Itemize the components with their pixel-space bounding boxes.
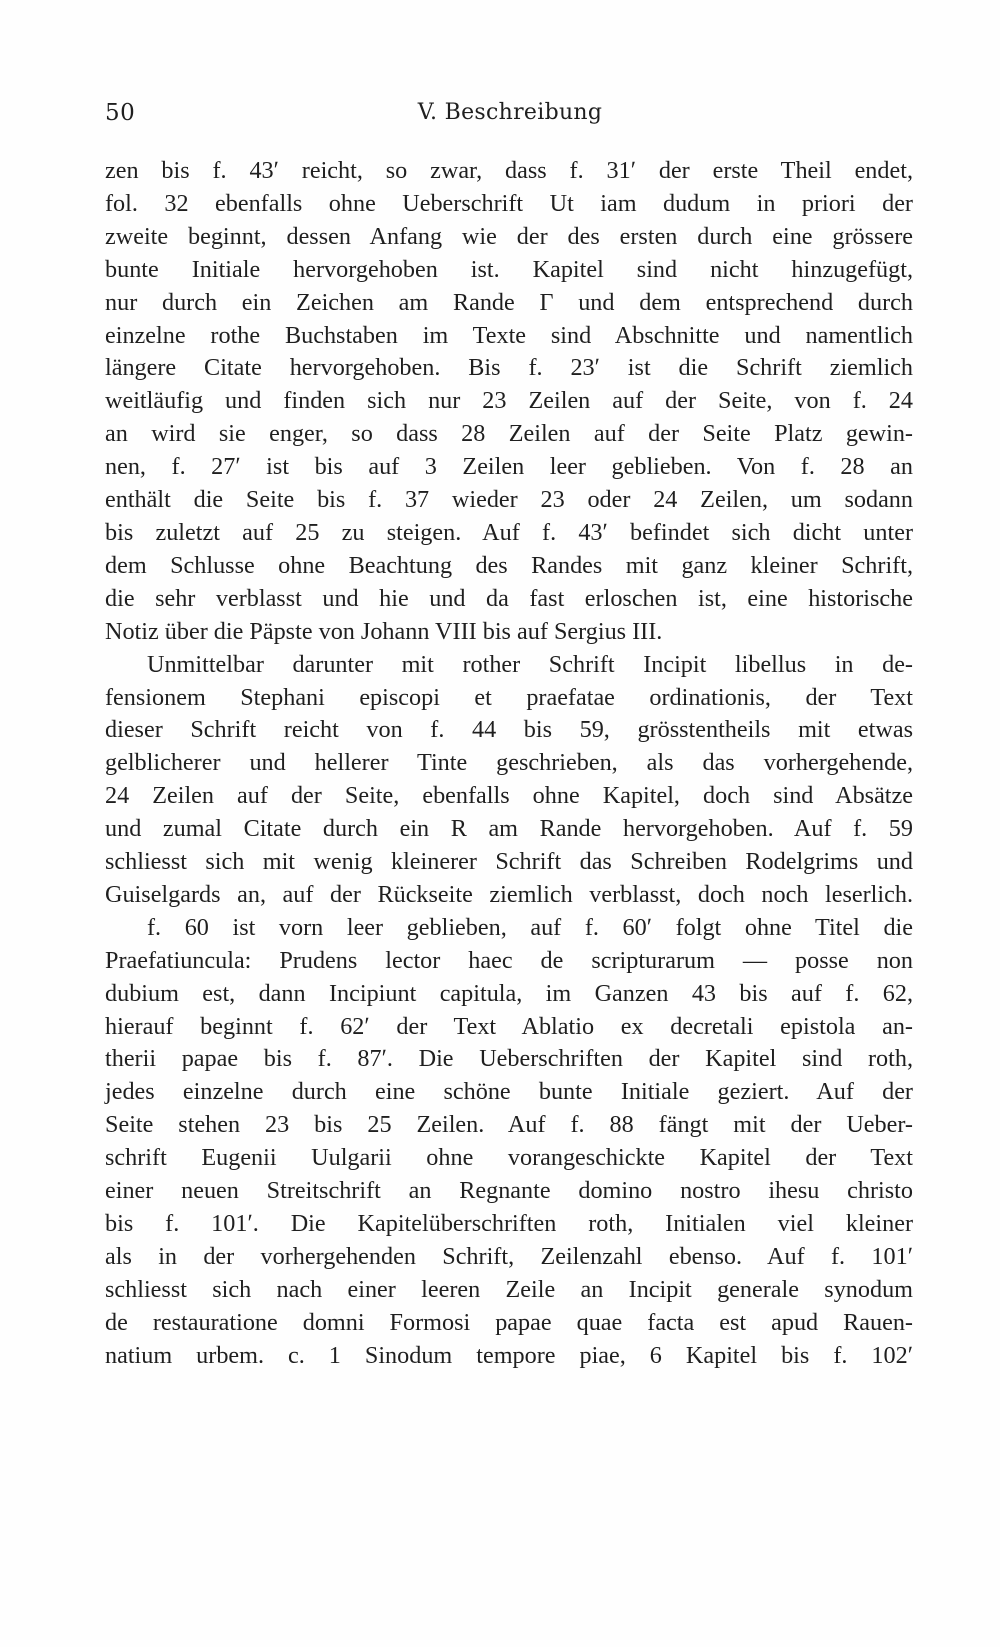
text-line: weitläufig und finden sich nur 23 Zeilen auf der Seite, von f. 24	[105, 387, 913, 415]
text-line: Seite stehen 23 bis 25 Zeilen. Auf f. 88 fängt mit der Ueber-	[105, 1111, 913, 1139]
text-line: bis f. 101ʹ. Die Kapitelüberschriften roth, Initialen viel kleiner	[105, 1210, 913, 1237]
text-line: fensionem Stephani episcopi et praefatae ordinationis, der Text	[105, 683, 913, 711]
text-line: schliesst sich nach einer leeren Zeile an Incipit generale synodum	[105, 1275, 913, 1303]
text-line: therii papae bis f. 87ʹ. Die Ueberschriften der Kapitel sind roth,	[105, 1045, 913, 1073]
text-line: natium urbem. c. 1 Sinodum tempore piae, 6 Kapitel bis f. 102ʹ	[105, 1341, 913, 1369]
text-line: Praefatiuncula: Prudens lector haec de scripturarum — posse non	[105, 946, 913, 974]
page-number: 50	[105, 100, 136, 126]
text-line: dieser Schrift reicht von f. 44 bis 59, grösstentheils mit etwas	[105, 716, 913, 744]
text-line: bis zuletzt auf 25 zu steigen. Auf f. 43ʹ befindet sich dicht unter	[105, 518, 913, 546]
text-line: jedes einzelne durch eine schöne bunte Initiale geziert. Auf der	[105, 1078, 913, 1106]
text-line: Unmittelbar darunter mit rother Schrift Incipit libellus in de-	[147, 650, 913, 678]
text-line: de restauratione domni Formosi papae quae facta est apud Rauen-	[105, 1308, 913, 1336]
text-line: zen bis f. 43ʹ reicht, so zwar, dass f. 31ʹ der erste Theil endet,	[105, 157, 913, 184]
text-line: nur durch ein Zeichen am Rande Γ und dem entsprechend durch	[105, 288, 913, 316]
text-line: einer neuen Streitschrift an Regnante domino nostro ihesu christo	[105, 1177, 913, 1205]
text-line: 24 Zeilen auf der Seite, ebenfalls ohne Kapitel, doch sind Absätze	[105, 782, 913, 810]
text-line: schliesst sich mit wenig kleinerer Schrift das Schreiben Rodelgrims und	[105, 848, 913, 876]
text-line: fol. 32 ebenfalls ohne Ueberschrift Ut iam dudum in priori der	[105, 189, 913, 217]
text-line: nen, f. 27ʹ ist bis auf 3 Zeilen leer geblieben. Von f. 28 an	[105, 453, 913, 481]
text-line: schrift Eugenii Uulgarii ohne vorangeschickte Kapitel der Text	[105, 1144, 913, 1172]
text-line: zweite beginnt, dessen Anfang wie der des ersten durch eine grössere	[105, 222, 913, 250]
text-line: dubium est, dann Incipiunt capitula, im Ganzen 43 bis auf f. 62,	[105, 979, 913, 1007]
text-line: die sehr verblasst und hie und da fast erloschen ist, eine historische	[105, 584, 913, 612]
text-line: Notiz über die Päpste von Johann VIII bis auf Sergius III.	[105, 617, 663, 645]
body-text	[105, 155, 913, 1373]
text-line: dem Schlusse ohne Beachtung des Randes mit ganz kleiner Schrift,	[105, 551, 913, 579]
text-line: an wird sie enger, so dass 28 Zeilen auf der Seite Platz gewin-	[105, 420, 913, 448]
text-line: enthält die Seite bis f. 37 wieder 23 oder 24 Zeilen, um sodann	[105, 486, 913, 514]
text-line: f. 60 ist vorn leer geblieben, auf f. 60ʹ folgt ohne Titel die	[147, 913, 913, 941]
text-line: hierauf beginnt f. 62ʹ der Text Ablatio ex decretali epistola an-	[105, 1012, 913, 1040]
text-line: gelblicherer und hellerer Tinte geschrieben, als das vorhergehende,	[105, 749, 913, 777]
running-head: V. Beschreibung	[417, 100, 603, 125]
text-line: einzelne rothe Buchstaben im Texte sind Abschnitte und namentlich	[105, 321, 913, 349]
text-line: Guiselgards an, auf der Rückseite ziemlich verblasst, doch noch leserlich.	[105, 880, 913, 908]
text-line: bunte Initiale hervorgehoben ist. Kapitel sind nicht hinzugefügt,	[105, 255, 913, 283]
text-line: längere Citate hervorgehoben. Bis f. 23ʹ ist die Schrift ziemlich	[105, 354, 913, 382]
text-line: und zumal Citate durch ein R am Rande hervorgehoben. Auf f. 59	[105, 815, 913, 843]
page-header	[105, 100, 915, 140]
text-line: als in der vorhergehenden Schrift, Zeilenzahl ebenso. Auf f. 101ʹ	[105, 1242, 913, 1270]
